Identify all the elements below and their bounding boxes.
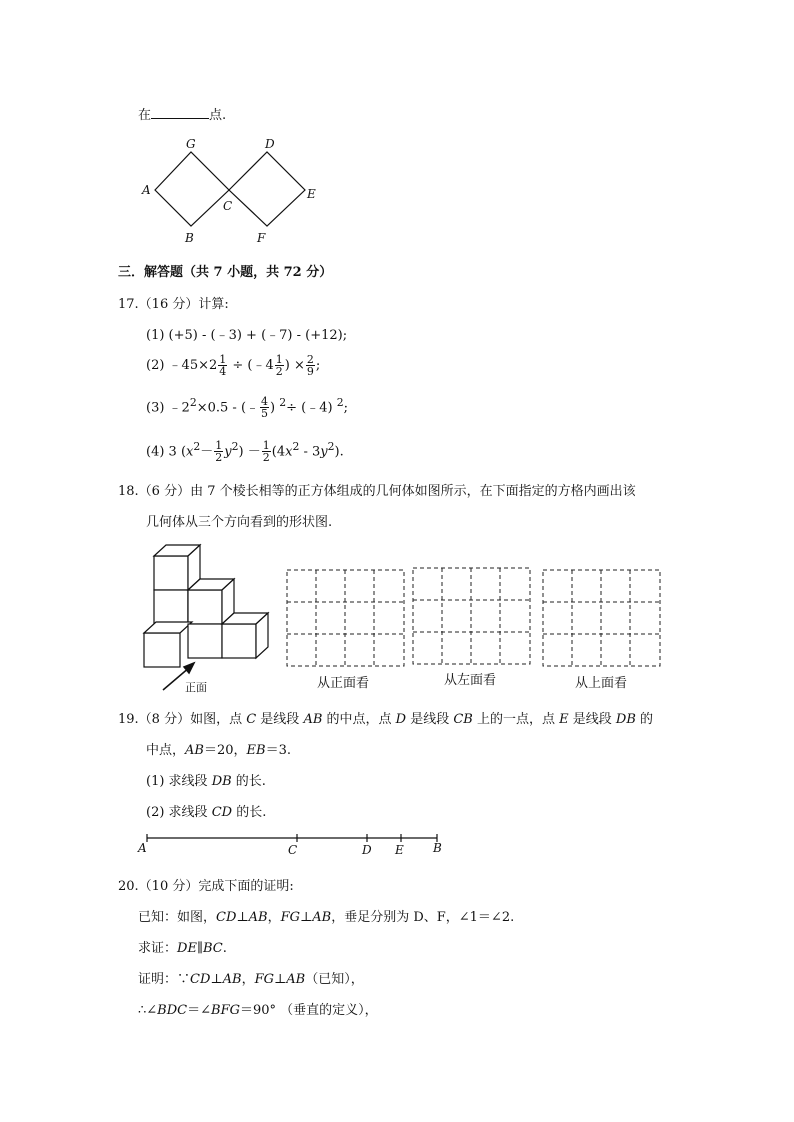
point-E: E: [395, 843, 404, 857]
label-A: A: [142, 183, 151, 197]
label-E: E: [307, 187, 316, 201]
front-label: 正面: [185, 681, 207, 694]
point-C: C: [288, 843, 298, 857]
label-F: F: [257, 231, 266, 245]
fraction: $\frac{2}{9}$: [306, 353, 314, 378]
section-title: 三．解答题（共 7 小题，共 72 分）: [118, 265, 333, 280]
caption-top: 从上面看: [575, 676, 628, 691]
q18-line1: 18.（6 分）由 7 个棱长相等的正方体组成的几何体如图所示，在下面指定的方格内画出该: [118, 484, 636, 499]
point-A: A: [138, 841, 147, 855]
segment-figure: [135, 830, 445, 860]
right-square: [229, 152, 305, 226]
fraction: $\frac{1}{2}$: [275, 353, 283, 378]
cube-figure: [135, 540, 275, 696]
fraction: $\frac{1}{2}$: [215, 439, 223, 465]
q17-part4: (4) 3 ($x^2-$ $\frac{1}{2}$ $y^2$) － $\frac{1}{2}$ $(4x^2 - 3y^2)$.: [146, 439, 344, 465]
answer-blank: [151, 106, 209, 119]
label-B: B: [185, 231, 194, 245]
q17-part3: (3) $﹣2^2\times 0.5$ - (﹣ $\frac{4}{5}$ ) $^2$÷ (﹣4) $^2$;: [146, 395, 348, 421]
two-squares-figure: [135, 132, 325, 247]
q20-prove: 求证：DE∥BC.: [138, 941, 227, 956]
q16-tail: 在 点.: [138, 108, 227, 123]
q19-part1: (1) 求线段 DB 的长.: [146, 774, 266, 789]
point-B: B: [433, 841, 442, 855]
caption-left: 从左面看: [444, 673, 497, 688]
q20-given: 已知：如图，CD⊥AB，FG⊥AB，垂足分别为 D、F，∠1＝∠2.: [138, 910, 515, 925]
left-view-grid: [412, 566, 532, 666]
label-C: C: [223, 199, 233, 213]
q17-part2: (2) ﹣45×2 $\frac{1}{4}$ ÷ (﹣4 $\frac{1}{2}$ ) × $\frac{2}{9}$ ;: [146, 353, 321, 378]
q20-head: 20.（10 分）完成下面的证明:: [118, 879, 294, 894]
fraction: $\frac{1}{4}$: [219, 353, 227, 378]
q19-line2: 中点，AB＝20，EB＝3.: [146, 743, 291, 758]
label-G: G: [186, 137, 196, 151]
fraction: $\frac{4}{5}$: [261, 395, 269, 421]
q20-proof-line2: ∴∠BDC＝∠BFG＝90° （垂直的定义），: [138, 1003, 378, 1018]
q18-line2: 几何体从三个方向看到的形状图.: [146, 515, 333, 530]
fraction: $\frac{1}{2}$: [262, 439, 270, 465]
q17-part1: (1) (+5) - (﹣3) + (﹣7) - (+12);: [146, 328, 348, 343]
front-view-grid: [286, 568, 406, 668]
q17-head: 17.（16 分）计算:: [118, 297, 229, 312]
q20-proof-line1: 证明：∵CD⊥AB，FG⊥AB（已知），: [138, 972, 364, 987]
top-view-grid: [542, 568, 662, 668]
caption-front: 从正面看: [317, 676, 370, 691]
left-square: [155, 152, 229, 226]
label-D: D: [265, 137, 275, 151]
q19-line1: 19.（8 分）如图，点 C 是线段 AB 的中点，点 D 是线段 CB 上的一点，点 E 是线段 DB 的: [118, 712, 654, 727]
q19-part2: (2) 求线段 CD 的长.: [146, 805, 267, 820]
point-D: D: [362, 843, 372, 857]
